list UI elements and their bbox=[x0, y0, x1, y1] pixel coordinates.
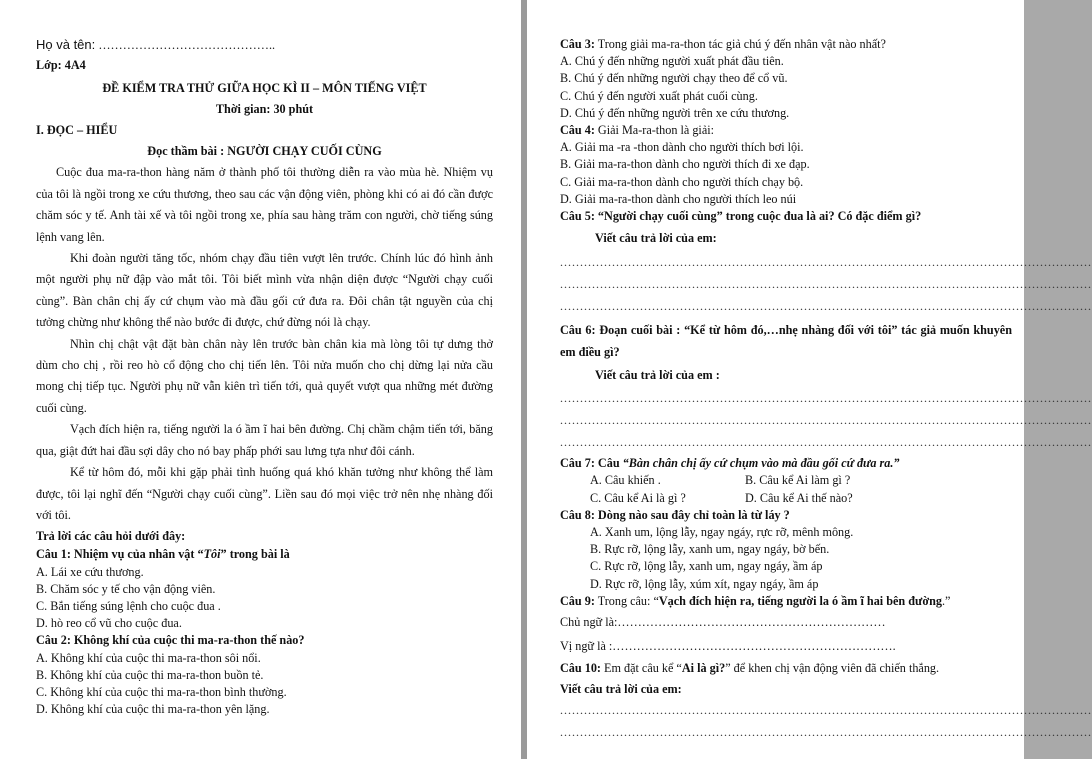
q3-option-a: A. Chú ý đến những người xuất phát đầu tiên. bbox=[560, 54, 784, 69]
q4-option-d: D. Giải ma-ra-thon dành cho người thích leo núi bbox=[560, 191, 797, 206]
question-3 bbox=[560, 36, 1012, 53]
q3-label: Câu 3: bbox=[560, 37, 595, 51]
q10-text-a: Em đặt câu kể “ bbox=[600, 661, 682, 676]
q3-text: Trong giải ma-ra-thon tác giả chú ý đến nhân vật nào nhất? bbox=[594, 37, 886, 51]
q4-option-b: B. Giải ma-ra-thon dành cho người thích đi xe đạp. bbox=[560, 157, 810, 172]
q3-option-c: C. Chú ý đến người xuất phát cuối cùng. bbox=[560, 88, 758, 103]
q5-answer-line-2[interactable]: ..................................................................................................................................... bbox=[560, 277, 1092, 292]
question-1 bbox=[36, 546, 493, 563]
paragraph-5: Kể từ hôm đó, mỗi khi gặp phải tình huống quá khó khăn tưởng như không thể làm được, tôi lại nghĩ đến “Người chạy cuối cùng”. Liền sau đó mọi việc trở nên nhẹ nhàng đối với tôi. bbox=[36, 465, 493, 522]
question-10 bbox=[560, 657, 1012, 679]
q7-option-b: B. Câu kể Ai làm gì ? bbox=[745, 473, 851, 488]
q10-label: Câu 10: bbox=[560, 661, 601, 676]
question-6: Câu 6: Đoạn cuối bài : “Kể từ hôm đó,…nhẹ nhàng đối với tôi” tác giả muốn khuyên em điều gì? bbox=[560, 323, 1012, 360]
exam-time: Thời gian: 30 phút bbox=[215, 102, 314, 117]
q9-text-a: Trong câu: “ bbox=[594, 593, 659, 608]
question-5: Câu 5: “Người chạy cuối cùng” trong cuộc đua là ai? Có đặc điểm gì? bbox=[560, 209, 922, 224]
q8-option-a: A. Xanh um, lộng lẫy, ngay ngáy, rực rỡ, mênh mông. bbox=[590, 525, 854, 540]
q6-answer-line-1[interactable]: ..................................................................................................................................... bbox=[560, 391, 1092, 406]
right-page bbox=[527, 0, 1092, 759]
q10-write-prompt: Viết câu trả lời của em: bbox=[560, 682, 682, 697]
q10-text-b: Ai là gì? bbox=[681, 661, 726, 676]
question-4 bbox=[560, 122, 1012, 139]
left-page bbox=[0, 0, 521, 759]
q9-label: Câu 9: bbox=[560, 593, 595, 608]
q1-text-a: Câu 1: Nhiệm vụ của nhân vật “ bbox=[36, 547, 204, 562]
q8-option-d: D. Rực rỡ, lộng lẫy, xúm xít, ngay ngáy, ầm áp bbox=[590, 576, 819, 591]
q4-text: Giải Ma-ra-thon là giải: bbox=[594, 123, 715, 138]
q1-option-c: C. Bắn tiếng súng lệnh cho cuộc đua . bbox=[36, 598, 221, 613]
q5-answer-line-1[interactable]: ..................................................................................................................................... bbox=[560, 255, 1092, 270]
q3-option-b: B. Chú ý đến những người chạy theo để cổ vũ. bbox=[560, 71, 788, 86]
q1-text-b: Tôi bbox=[203, 547, 221, 562]
q1-text-c: ” trong bài là bbox=[220, 547, 290, 562]
class-label: Lớp: bbox=[36, 58, 62, 73]
q1-option-d: D. hò reo cổ vũ cho cuộc đua. bbox=[36, 616, 182, 631]
paragraph-3: Nhìn chị chật vật đặt bàn chân này lên trước bàn chân kia mà lòng tôi tự dưng thở dùm cho chị , rồi reo hò cổ động cho chị tiến lên. Tôi nửa muốn cho chị dừng lại nửa cầu mong chị tiếp tục. Người phụ nữ vẫn kiên trì tiến tới, quả quyết vượt qua những mét đường cuối cùng. bbox=[36, 336, 493, 415]
name-line bbox=[36, 36, 493, 54]
q7-option-a: A. Câu khiến . bbox=[590, 473, 661, 488]
paragraph-1: Cuộc đua ma-ra-thon hàng năm ở thành phố tôi thường diễn ra vào mùa hè. Nhiệm vụ của tôi là ngồi trong xe cứu thương, theo sau các vận động viên, phòng khi có ai đó cần được chăm sóc y tế. Anh tài xế và tôi ngồi trong xe, phía sau hàng trăm con người, chờ tiếng súng lệnh vang lên. bbox=[36, 165, 493, 244]
q10-answer-line-1[interactable]: ..................................................................................................................................... bbox=[560, 703, 1092, 718]
q5-write-prompt: Viết câu trả lời của em: bbox=[595, 231, 717, 246]
q3-option-d: D. Chú ý đến những người trên xe cứu thương. bbox=[560, 105, 790, 120]
q2-option-b: B. Không khí của cuộc thi ma-ra-thon buồn tẻ. bbox=[36, 667, 264, 682]
class-line bbox=[36, 57, 493, 74]
name-label: Họ và tên: bbox=[36, 37, 96, 52]
q9-predicate-line[interactable]: Vị ngữ là :……………………………………………………………. bbox=[560, 639, 896, 654]
question-9 bbox=[560, 593, 1012, 610]
q4-label: Câu 4: bbox=[560, 123, 595, 138]
class-value: 4A4 bbox=[64, 58, 86, 73]
q2-option-d: D. Không khí của cuộc thi ma-ra-thon yên lặng. bbox=[36, 702, 270, 717]
q8-option-b: B. Rực rỡ, lộng lẫy, xanh um, ngay ngáy, bờ bến. bbox=[590, 542, 830, 557]
q7-quote: “Bàn chân chị ấy cứ chụm vào mà đầu gối cứ đưa ra.” bbox=[622, 456, 900, 471]
q8-option-c: C. Rực rỡ, lộng lẫy, xanh um, ngay ngáy, ầm áp bbox=[590, 559, 823, 574]
q7-options-row-2 bbox=[560, 490, 1012, 507]
paragraph-4: Vạch đích hiện ra, tiếng người la ó ầm ĩ hai bên đường. Chị chầm chậm tiến tới, băng qua, giật đứt hai đầu sợi dây cho nó bay phấp phới sau lưng tựa như đôi cánh. bbox=[36, 422, 493, 458]
q7-label: Câu 7: Câu bbox=[560, 456, 623, 471]
answer-prompt: Trả lời các câu hỏi dưới đây: bbox=[36, 529, 186, 544]
q2-option-a: A. Không khí của cuộc thi ma-ra-thon sôi nổi. bbox=[36, 650, 261, 665]
question-7 bbox=[560, 455, 1012, 472]
q9-text-c: .” bbox=[941, 593, 951, 608]
question-2: Câu 2: Không khí của cuộc thi ma-ra-thon thế nào? bbox=[36, 633, 305, 648]
q4-option-a: A. Giải ma -ra -thon dành cho người thích bơi lội. bbox=[560, 140, 804, 155]
reading-title: Đọc thầm bài : NGƯỜI CHẠY CUỐI CÙNG bbox=[147, 144, 382, 159]
q6-answer-line-2[interactable]: ..................................................................................................................................... bbox=[560, 413, 1092, 428]
question-8: Câu 8: Dòng nào sau đây chỉ toàn là từ láy ? bbox=[560, 507, 790, 522]
q6-answer-line-3[interactable]: ..................................................................................................................................... bbox=[560, 435, 1092, 450]
q9-subject-line[interactable]: Chủ ngữ là:………………………………………………………… bbox=[560, 615, 886, 630]
q9-text-b: Vạch đích hiện ra, tiếng người la ó ầm ĩ hai bên đường bbox=[658, 593, 942, 608]
q4-option-c: C. Giải ma-ra-thon dành cho người thích chạy bộ. bbox=[560, 174, 804, 189]
paragraph-2: Khi đoàn người tăng tốc, nhóm chạy đầu tiên vượt lên trước. Chính lúc đó hình ảnh một người phụ nữ đập vào mắt tôi. Tôi biết mình vừa nhận diện được “Người chạy cuối cùng”. Bàn chân chị ấy cứ chụm vào mà đầu gối cứ đưa ra. Đôi chân tật nguyền của chị tưởng chừng như không thể nào bước đi được, chứ đừng nói là chạy. bbox=[36, 251, 493, 330]
q7-option-d: D. Câu kể Ai thế nào? bbox=[745, 490, 853, 505]
q1-option-b: B. Chăm sóc y tế cho vận động viên. bbox=[36, 581, 216, 596]
exam-title: ĐỀ KIỂM TRA THỬ GIỮA HỌC KÌ II – MÔN TIẾNG VIỆT bbox=[102, 81, 427, 96]
q6-write-prompt: Viết câu trả lời của em : bbox=[595, 368, 720, 383]
q10-text-c: ” để khen chị vận động viên đã chiến thắng. bbox=[725, 661, 940, 676]
q7-options-row-1 bbox=[560, 472, 1012, 489]
q1-option-a: A. Lái xe cứu thương. bbox=[36, 564, 144, 579]
q7-option-c: C. Câu kể Ai là gì ? bbox=[590, 490, 686, 505]
q5-answer-line-3[interactable]: ..................................................................................................................................... bbox=[560, 299, 1092, 314]
section-title: I. ĐỌC – HIỂU bbox=[36, 123, 118, 138]
name-dots: …………………………………….. bbox=[98, 38, 276, 52]
q2-option-c: C. Không khí của cuộc thi ma-ra-thon bình thường. bbox=[36, 684, 287, 699]
q10-answer-line-2[interactable]: ..................................................................................................................................... bbox=[560, 725, 1092, 740]
